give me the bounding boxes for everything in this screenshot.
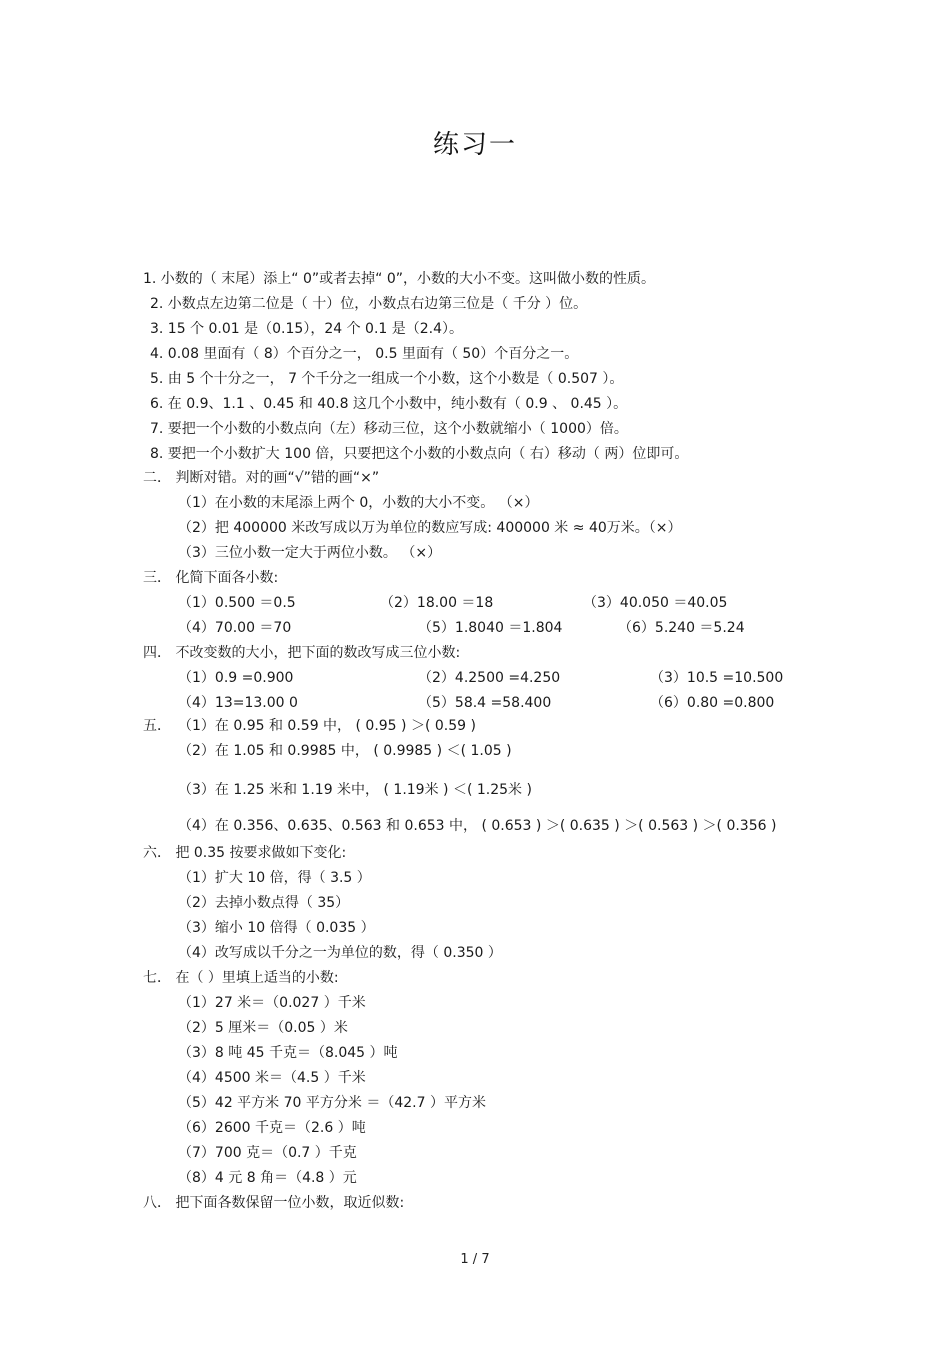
s4-heading: 四． 不改变数的大小，把下面的数改写成三位小数: (143, 645, 461, 661)
s4-item-4: （4）13=13.00 0 (178, 695, 298, 711)
s1-line-4: 4. 0.08 里面有（ 8）个百分之一， 0.5 里面有（ 50）个百分之一。 (150, 346, 579, 362)
s2-item-1: （1）在小数的末尾添上两个 0，小数的大小不变。 （×） (178, 495, 539, 511)
s5-item-1: （1）在 0.95 和 0.59 中， ( 0.95 ) ＞( 0.59 ) (178, 718, 476, 734)
s7-item-5: （5）42 平方米 70 平方分米 ＝（42.7 ）平方米 (178, 1095, 486, 1111)
s7-item-2: （2）5 厘米＝（0.05 ）米 (178, 1020, 348, 1036)
s1-line-1: 1. 小数的（ 末尾）添上“ 0”或者去掉“ 0”，小数的大小不变。这叫做小数的性质。 (143, 271, 655, 287)
s4-item-5: （5）58.4 =58.400 (418, 695, 552, 711)
s2-item-2: （2）把 400000 米改写成以万为单位的数应写成: 400000 米 ≈ 40万米。（×） (178, 520, 682, 536)
s7-item-3: （3）8 吨 45 千克＝（8.045 ）吨 (178, 1045, 398, 1061)
s3-item-2: （2）18.00 ＝18 (380, 595, 494, 611)
s8-heading: 八． 把下面各数保留一位小数，取近似数: (143, 1195, 405, 1211)
s5-item-4: （4）在 0.356、0.635、0.563 和 0.653 中， ( 0.653 ) ＞( 0.635 ) ＞( 0.563 ) ＞( 0.356 ) (178, 818, 777, 834)
s3-item-5: （5）1.8040 ＝1.804 (418, 620, 563, 636)
page-title: 练习一 (432, 130, 517, 160)
s7-item-1: （1）27 米＝（0.027 ）千米 (178, 995, 366, 1011)
s4-item-1: （1）0.9 =0.900 (178, 670, 294, 686)
s2-item-3: （3）三位小数一定大于两位小数。 （×） (178, 545, 442, 561)
s7-item-7: （7）700 克＝（0.7 ）千克 (178, 1145, 357, 1161)
s1-line-2: 2. 小数点左边第二位是（ 十）位，小数点右边第三位是（ 千分 ）位。 (150, 296, 588, 312)
s1-line-3: 3. 15 个 0.01 是（0.15），24 个 0.1 是（2.4）。 (150, 321, 464, 337)
s3-item-6: （6）5.240 ＝5.24 (618, 620, 745, 636)
s7-heading: 七． 在（ ）里填上适当的小数: (143, 970, 339, 986)
s1-line-8: 8. 要把一个小数扩大 100 倍，只要把这个小数的小数点向（ 右）移动（ 两）位即可。 (150, 446, 689, 462)
s6-item-1: （1）扩大 10 倍，得（ 3.5 ） (178, 870, 371, 886)
s6-item-3: （3）缩小 10 倍得（ 0.035 ） (178, 920, 375, 936)
s2-heading: 二． 判断对错。对的画“√”错的画“×” (143, 470, 380, 486)
s4-item-6: （6）0.80 =0.800 (650, 695, 775, 711)
s3-item-4: （4）70.00 ＝70 (178, 620, 292, 636)
s7-item-4: （4）4500 米＝（4.5 ）千米 (178, 1070, 366, 1086)
s6-item-2: （2）去掉小数点得（ 35） (178, 895, 350, 911)
s4-item-2: （2）4.2500 =4.250 (418, 670, 561, 686)
s5-item-2: （2）在 1.05 和 0.9985 中， ( 0.9985 ) ＜( 1.05 ) (178, 743, 512, 759)
s1-line-6: 6. 在 0.9、1.1 、0.45 和 40.8 这几个小数中，纯小数有（ 0.9 、 0.45 ）。 (150, 396, 628, 412)
s7-item-8: （8）4 元 8 角＝（4.8 ）元 (178, 1170, 357, 1186)
s5-item-3: （3）在 1.25 米和 1.19 米中， ( 1.19米 ) ＜( 1.25米 ) (178, 782, 532, 798)
page-number: 1 / 7 (460, 1252, 490, 1267)
s3-item-3: （3）40.050 ＝40.05 (583, 595, 728, 611)
s5-heading: 五． (143, 718, 171, 734)
s3-heading: 三． 化简下面各小数: (143, 570, 279, 586)
s1-line-7: 7. 要把一个小数的小数点向（左）移动三位，这个小数就缩小（ 1000）倍。 (150, 421, 628, 437)
s6-heading: 六． 把 0.35 按要求做如下变化: (143, 845, 347, 861)
s1-line-5: 5. 由 5 个十分之一， 7 个千分之一组成一个小数，这个小数是（ 0.507 ）。 (150, 371, 624, 387)
s3-item-1: （1）0.500 ＝0.5 (178, 595, 296, 611)
s6-item-4: （4）改写成以千分之一为单位的数，得（ 0.350 ） (178, 945, 502, 961)
s4-item-3: （3）10.5 =10.500 (650, 670, 784, 686)
s7-item-6: （6）2600 千克＝（2.6 ）吨 (178, 1120, 366, 1136)
